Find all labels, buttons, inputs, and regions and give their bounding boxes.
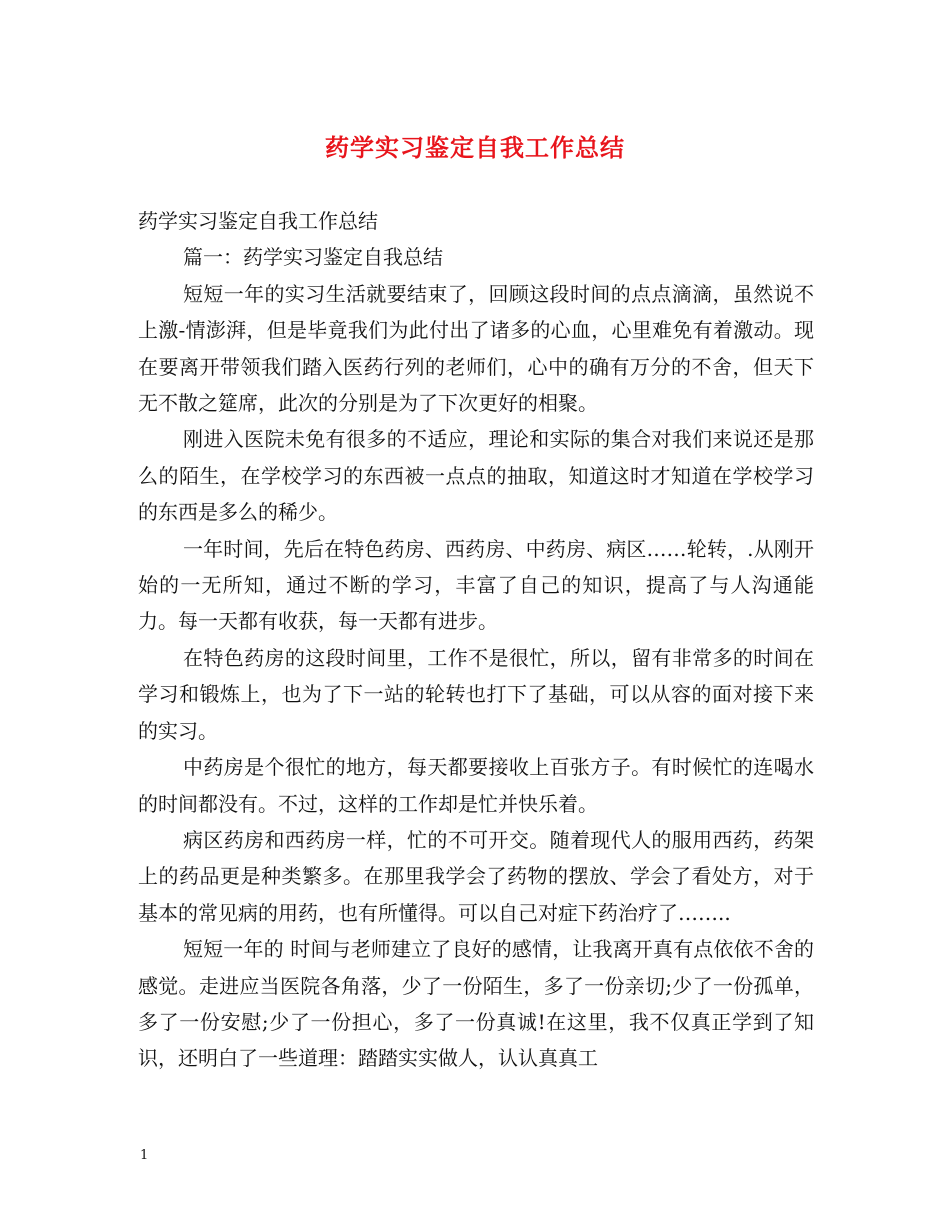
paragraph: 短短一年的实习生活就要结束了，回顾这段时间的点点滴滴，虽然说不上激-情澎湃，但是毕竟我们为此付出了诸多的心血，心里难免有着激动。现在要离开带领我们踏入医药行列的老师们，心中的确有万分的不舍，但天下无不散之筵席，此次的分别是为了下次更好的相聚。 (138, 281, 814, 416)
section-heading: 篇一：药学实习鉴定自我总结 (183, 245, 443, 270)
paragraph: 中药房是个很忙的地方，每天都要接收上百张方子。有时候忙的连喝水的时间都没有。不过，这样的工作却是忙并快乐着。 (138, 755, 814, 816)
paragraph: 短短一年的 时间与老师建立了良好的感情，让我离开真有点依依不舍的感觉。走进应当医院各角落，少了一份陌生，多了一份亲切;少了一份孤单，多了一份安慰;少了一份担心，多了一份真诚!在这里，我不仅真正学到了知识，还明白了一些道理：踏踏实实做人，认认真真工 (138, 937, 814, 1071)
body-heading: 药学实习鉴定自我工作总结 (138, 209, 378, 233)
page-number: 1 (140, 1148, 149, 1163)
document-title: 药学实习鉴定自我工作总结 (325, 133, 625, 162)
paragraph: 一年时间，先后在特色药房、西药房、中药房、病区……轮转，.从刚开始的一无所知，通过不断的学习，丰富了自己的知识，提高了与人沟通能力。每一天都有收获，每一天都有进步。 (138, 536, 814, 634)
document-body (138, 203, 814, 1077)
paragraph: 病区药房和西药房一样，忙的不可开交。随着现代人的服用西药，药架上的药品更是种类繁多。在那里我学会了药物的摆放、学会了看处方，对于基本的常见病的用药，也有所懂得。可以自己对症下药治疗了…….. (138, 827, 814, 925)
paragraph: 在特色药房的这段时间里，工作不是很忙，所以，留有非常多的时间在学习和锻炼上，也为了下一站的轮转也打下了基础，可以从容的面对接下来的实习。 (138, 645, 814, 743)
paragraph: 刚进入医院未免有很多的不适应，理论和实际的集合对我们来说还是那么的陌生，在学校学习的东西被一点点的抽取，知道这时才知道在学校学习的东西是多么的稀少。 (138, 427, 814, 525)
